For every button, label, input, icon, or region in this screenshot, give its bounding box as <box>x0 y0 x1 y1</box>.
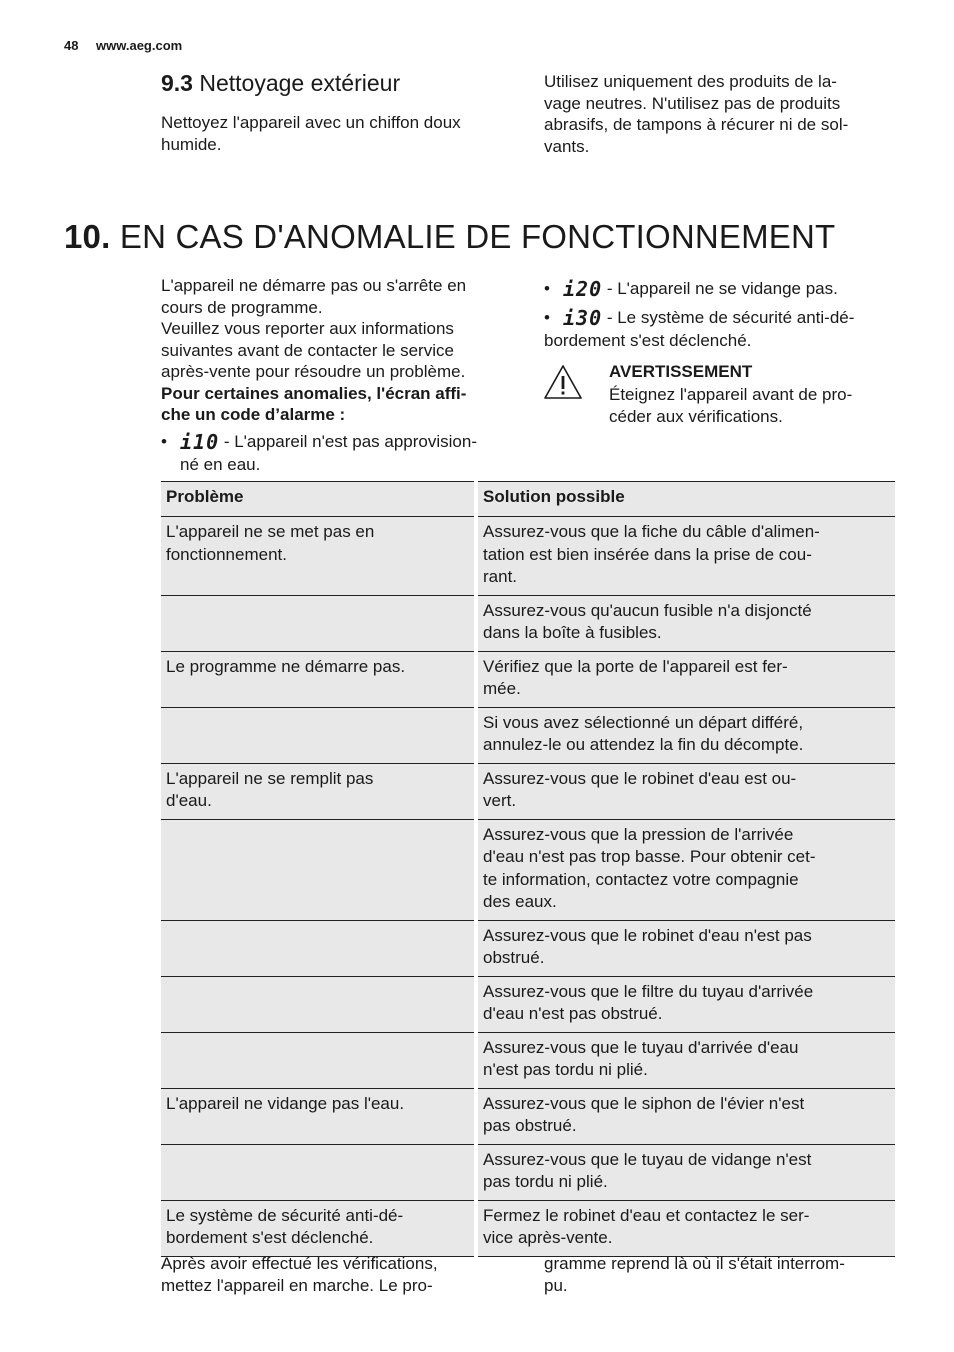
problem-cell <box>161 707 476 763</box>
text-line: cours de programme. <box>161 297 323 317</box>
text-line: gramme reprend là où il s'était interrom- <box>544 1254 845 1273</box>
cell-line: Assurez-vous que le robinet d'eau n'est pas <box>483 925 812 945</box>
solution-cell <box>476 1144 895 1200</box>
alarm-description: - Le système de sécurité anti-dé- <box>602 308 855 327</box>
problem-cell <box>161 1032 476 1088</box>
cell-line: Assurez-vous que le filtre du tuyau d'arrivée <box>483 981 814 1001</box>
cell-line: Le programme ne démarre pas. <box>166 656 406 676</box>
table-row <box>161 1032 895 1088</box>
chapter-title: EN CAS D'ANOMALIE DE FONCTIONNEMENT <box>119 218 836 255</box>
text-line: mettez l'appareil en marche. Le pro- <box>161 1275 433 1295</box>
section-right-text <box>544 71 904 157</box>
solution-cell <box>476 976 895 1032</box>
cell-line: Assurez-vous que le tuyau d'arrivée d'eau <box>483 1037 799 1057</box>
cell-line: Fermez le robinet d'eau et contactez le ser- <box>483 1205 810 1225</box>
table-row <box>161 651 895 707</box>
table-header-row <box>161 482 895 517</box>
solution-cell <box>476 595 895 651</box>
cell-line: d'eau. <box>166 791 212 810</box>
cell-line: rant. <box>483 567 518 586</box>
table-row <box>161 1200 895 1256</box>
cell-line: te information, contactez votre compagnie <box>483 869 799 889</box>
alarm-description-cont: bordement s'est déclenché. <box>544 330 752 350</box>
text-line: suivantes avant de contacter le service <box>161 340 454 360</box>
alarm-code-item <box>544 307 904 351</box>
bullet-icon: • <box>161 432 167 451</box>
text-line: Utilisez uniquement des produits de la- <box>544 72 837 91</box>
warning-triangle-icon <box>543 364 583 400</box>
table-row <box>161 707 895 763</box>
text-line-bold: Pour certaines anomalies, l'écran affi- <box>161 383 467 403</box>
text-line: Veuillez vous reporter aux informations <box>161 319 454 338</box>
cell-line: annulez-le ou attendez la fin du décompte. <box>483 735 804 754</box>
section-title-text: Nettoyage extérieur <box>199 70 401 96</box>
solution-cell <box>476 517 895 596</box>
cell-line: Assurez-vous que le siphon de l'évier n'est <box>483 1093 805 1113</box>
problem-cell <box>161 517 476 596</box>
alarm-description: - L'appareil ne se vidange pas. <box>602 279 838 298</box>
table-row <box>161 819 895 920</box>
table-row <box>161 1088 895 1144</box>
cell-line: Assurez-vous que le tuyau de vidange n'est <box>483 1149 812 1169</box>
text-line: L'appareil ne démarre pas ou s'arrête en <box>161 276 467 295</box>
cell-line: bordement s'est déclenché. <box>166 1228 374 1247</box>
troubleshooting-table <box>161 481 895 1257</box>
cell-line: L'appareil ne se remplit pas <box>166 768 374 788</box>
section-number: 9.3 <box>161 70 193 96</box>
chapter-heading <box>64 218 835 256</box>
solution-cell <box>476 651 895 707</box>
column-header-solution: Solution possible <box>476 482 895 517</box>
table-row <box>161 517 895 596</box>
solution-cell <box>476 819 895 920</box>
table-row <box>161 920 895 976</box>
footer-left-text <box>161 1253 521 1296</box>
problem-cell <box>161 819 476 920</box>
text-line-bold: che un code d’alarme : <box>161 405 346 424</box>
problem-cell <box>161 1144 476 1200</box>
footer-right-text <box>544 1253 904 1296</box>
warning-title: AVERTISSEMENT <box>609 362 753 381</box>
cell-line: vert. <box>483 791 517 810</box>
cell-line: tation est bien insérée dans la prise de cou- <box>483 544 812 564</box>
solution-cell <box>476 1200 895 1256</box>
text-line: pu. <box>544 1275 568 1295</box>
website-url: www.aeg.com <box>96 38 183 53</box>
section-title <box>161 70 400 97</box>
cell-line: L'appareil ne se met pas en <box>166 522 375 541</box>
alarm-description: - L'appareil n'est pas approvision- <box>219 432 477 451</box>
section-left-text <box>161 112 521 155</box>
cell-line: pas tordu ni plié. <box>483 1172 608 1191</box>
problem-cell <box>161 920 476 976</box>
problem-cell <box>161 763 476 819</box>
table-row <box>161 595 895 651</box>
cell-line: Assurez-vous qu'aucun fusible n'a disjoncté <box>483 600 812 620</box>
text-line: après-vente pour résoudre un problème. <box>161 362 466 381</box>
cell-line: n'est pas tordu ni plié. <box>483 1060 648 1079</box>
solution-cell <box>476 763 895 819</box>
bullet-icon: • <box>544 308 550 327</box>
alarm-code: i10 <box>180 430 220 454</box>
cell-line: d'eau n'est pas obstrué. <box>483 1004 663 1023</box>
text-line: vants. <box>544 136 590 156</box>
table-row <box>161 976 895 1032</box>
table-row <box>161 763 895 819</box>
cell-line: Assurez-vous que la pression de l'arrivée <box>483 824 794 844</box>
warning-text <box>609 384 899 427</box>
cell-line: Le système de sécurité anti-dé- <box>166 1205 404 1225</box>
cell-line: vice après-vente. <box>483 1228 613 1247</box>
solution-cell <box>476 920 895 976</box>
cell-line: d'eau n'est pas trop basse. Pour obtenir cet- <box>483 847 816 866</box>
problem-cell <box>161 1088 476 1144</box>
cell-line: fonctionnement. <box>166 544 287 564</box>
text-line: humide. <box>161 134 222 154</box>
alarm-code-item <box>544 278 904 301</box>
alarm-description-cont: né en eau. <box>180 454 261 474</box>
text-line: Après avoir effectué les vérifications, <box>161 1254 438 1273</box>
problem-cell <box>161 595 476 651</box>
alarm-code: i30 <box>563 306 603 330</box>
text-line: abrasifs, de tampons à récurer ni de sol- <box>544 115 849 134</box>
cell-line: obstrué. <box>483 948 545 967</box>
cell-line: Assurez-vous que la fiche du câble d'alimen- <box>483 522 820 541</box>
problem-cell <box>161 651 476 707</box>
table-row <box>161 1144 895 1200</box>
text-line: céder aux vérifications. <box>609 406 783 426</box>
cell-line: Si vous avez sélectionné un départ différé, <box>483 712 804 732</box>
chapter-number: 10. <box>64 218 111 255</box>
intro-text <box>161 275 521 426</box>
cell-line: pas obstrué. <box>483 1116 577 1135</box>
cell-line: dans la boîte à fusibles. <box>483 623 662 642</box>
cell-line: Assurez-vous que le robinet d'eau est ou- <box>483 768 797 788</box>
text-line: vage neutres. N'utilisez pas de produits <box>544 93 841 113</box>
column-header-problem: Problème <box>161 482 476 517</box>
solution-cell <box>476 1088 895 1144</box>
cell-line: des eaux. <box>483 892 557 911</box>
cell-line: Vérifiez que la porte de l'appareil est fer- <box>483 656 788 676</box>
cell-line: L'appareil ne vidange pas l'eau. <box>166 1093 405 1113</box>
problem-cell <box>161 1200 476 1256</box>
page-number: 48 <box>64 38 79 53</box>
cell-line: mée. <box>483 679 521 698</box>
solution-cell <box>476 707 895 763</box>
text-line: Nettoyez l'appareil avec un chiffon doux <box>161 113 461 132</box>
bullet-icon: • <box>544 279 550 298</box>
alarm-code-item <box>161 431 521 475</box>
problem-cell <box>161 976 476 1032</box>
solution-cell <box>476 1032 895 1088</box>
text-line: Éteignez l'appareil avant de pro- <box>609 385 853 404</box>
alarm-code: i20 <box>563 277 603 301</box>
